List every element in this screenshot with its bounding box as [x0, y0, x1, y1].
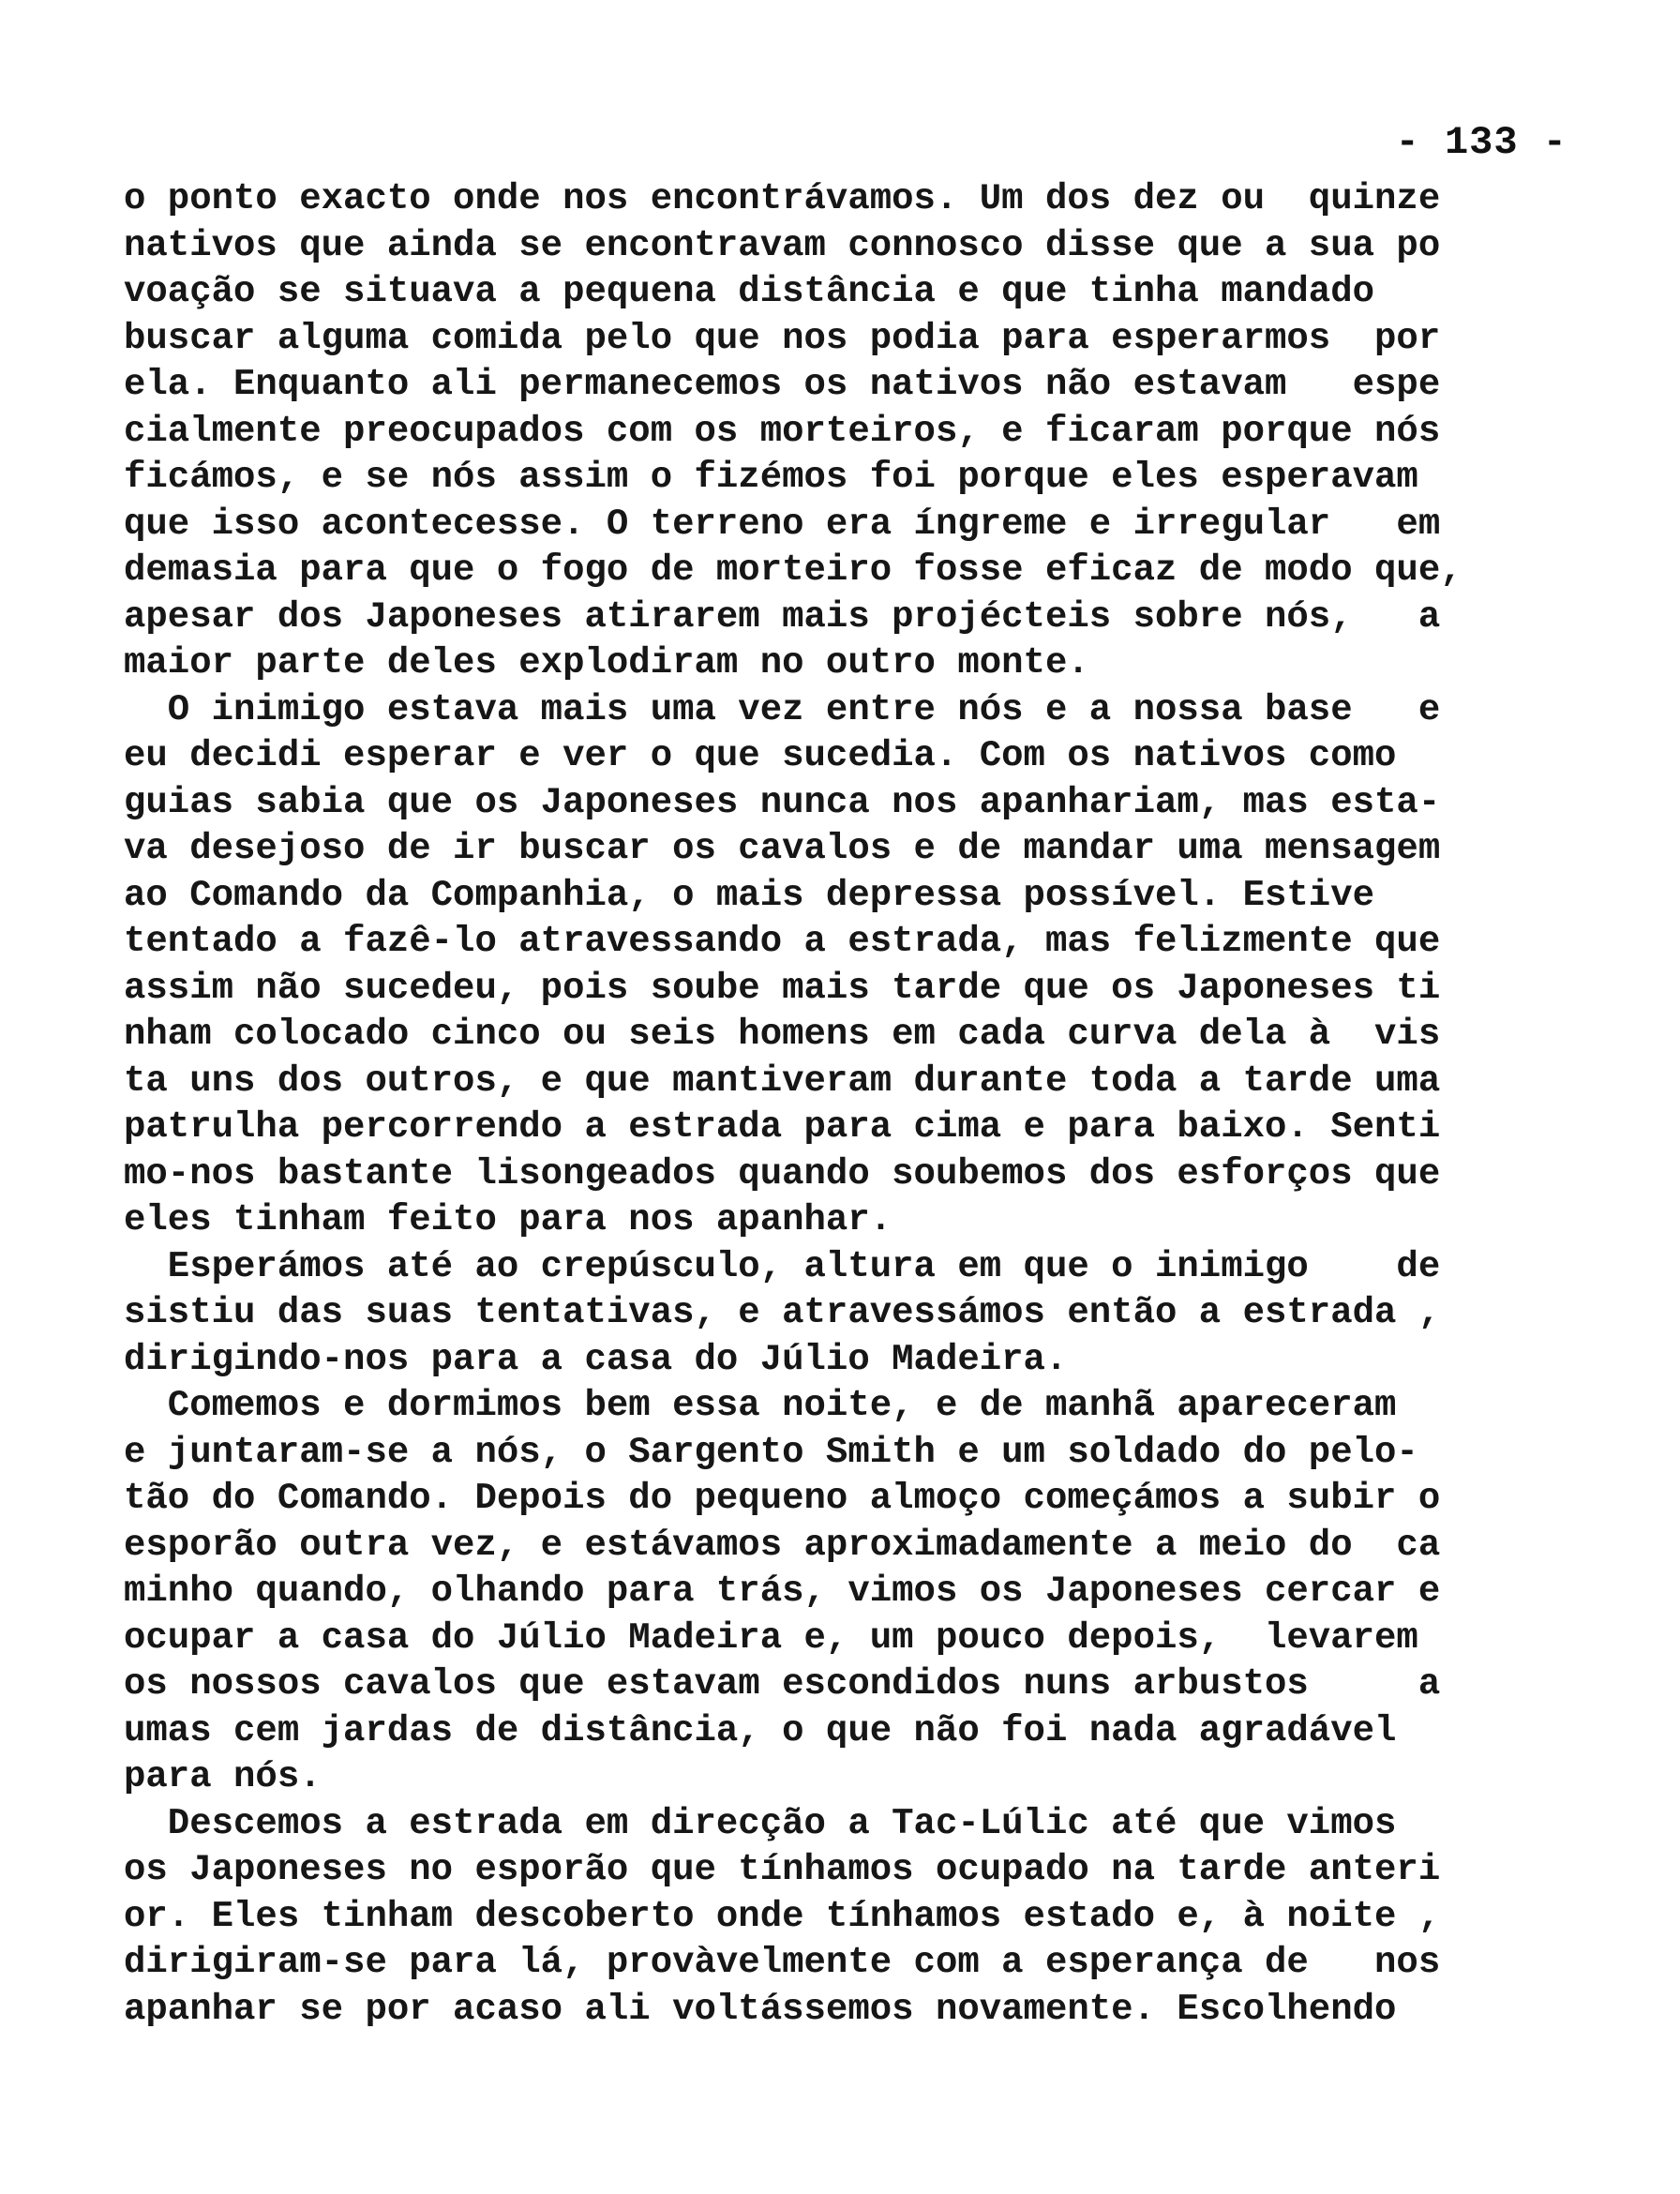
- text-line: sistiu das suas tentativas, e atravessámos então a estrada ,: [124, 1292, 1441, 1333]
- text-line: Descemos a estrada em direcção a Tac-Lúlic até que vimos: [124, 1802, 1397, 1844]
- text-line: cialmente preocupados com os morteiros, e ficaram porque nós: [124, 410, 1441, 452]
- text-line: dirigindo-nos para a casa do Júlio Madeira.: [124, 1338, 1068, 1380]
- text-line: ocupar a casa do Júlio Madeira e, um pouco depois, levarem: [124, 1616, 1418, 1659]
- body-text: [124, 176, 1530, 2033]
- text-line: assim não sucedeu, pois soube mais tarde que os Japoneses ti: [124, 967, 1441, 1009]
- text-line: apanhar se por acaso ali voltássemos novamente. Escolhendo: [124, 1988, 1397, 2030]
- text-line: ta uns dos outros, e que mantiveram durante toda a tarde uma: [124, 1059, 1441, 1102]
- text-line: que isso acontecesse. O terreno era íngreme e irregular em: [124, 503, 1441, 545]
- text-line: guias sabia que os Japoneses nunca nos apanhariam, mas esta-: [124, 781, 1441, 823]
- text-line: eu decidi esperar e ver o que sucedia. Com os nativos como: [124, 735, 1397, 776]
- text-line: tão do Comando. Depois do pequeno almoço começámos a subir o: [124, 1478, 1441, 1519]
- text-line: os nossos cavalos que estavam escondidos nuns arbustos a: [124, 1663, 1441, 1705]
- text-line: os Japoneses no esporão que tínhamos ocupado na tarde anteri: [124, 1849, 1441, 1890]
- text-line: patrulha percorrendo a estrada para cima e para baixo. Senti: [124, 1106, 1441, 1148]
- text-line: ela. Enquanto ali permanecemos os nativos não estavam espe: [124, 364, 1441, 405]
- text-line: e juntaram-se a nós, o Sargento Smith e um soldado do pelo-: [124, 1431, 1418, 1473]
- text-line: nham colocado cinco ou seis homens em cada curva dela à vis: [124, 1014, 1441, 1055]
- text-line: ao Comando da Companhia, o mais depressa possível. Estive: [124, 874, 1375, 916]
- text-line: ficámos, e se nós assim o fizémos foi porque eles esperavam: [124, 457, 1418, 498]
- text-line: voação se situava a pequena distância e que tinha mandado: [124, 271, 1375, 312]
- text-line: va desejoso de ir buscar os cavalos e de mandar uma mensagem: [124, 828, 1441, 869]
- page-number: - 133 -: [1395, 120, 1568, 165]
- text-line: dirigiram-se para lá, provàvelmente com a esperança de nos: [124, 1942, 1441, 1983]
- text-line: Comemos e dormimos bem essa noite, e de manhã apareceram: [124, 1385, 1397, 1426]
- text-line: demasia para que o fogo de morteiro fosse eficaz de modo que,: [124, 549, 1462, 591]
- text-line: tentado a fazê-lo atravessando a estrada, mas felizmente que: [124, 921, 1441, 962]
- text-line: apesar dos Japoneses atirarem mais projécteis sobre nós, a: [124, 595, 1441, 638]
- text-line: maior parte deles explodiram no outro monte.: [124, 642, 1089, 684]
- text-line: minho quando, olhando para trás, vimos os Japoneses cercar e: [124, 1570, 1441, 1612]
- text-line: esporão outra vez, e estávamos aproximadamente a meio do ca: [124, 1524, 1441, 1566]
- text-line: eles tinham feito para nos apanhar.: [124, 1199, 892, 1240]
- text-line: or. Eles tinham descoberto onde tínhamos estado e, à noite ,: [124, 1895, 1441, 1937]
- text-line: para nós.: [124, 1756, 322, 1797]
- text-line: buscar alguma comida pelo que nos podia para esperarmos por: [124, 317, 1441, 359]
- text-line: mo-nos bastante lisongeados quando soubemos dos esforços que: [124, 1152, 1441, 1195]
- text-line: Esperámos até ao crepúsculo, altura em que o inimigo de: [124, 1245, 1441, 1287]
- text-line: umas cem jardas de distância, o que não foi nada agradável: [124, 1709, 1397, 1751]
- text-line: O inimigo estava mais uma vez entre nós e a nossa base e: [124, 688, 1441, 730]
- text-line: nativos que ainda se encontravam connosco disse que a sua po: [124, 224, 1441, 266]
- text-line: o ponto exacto onde nos encontrávamos. Um dos dez ou quinze: [124, 178, 1441, 219]
